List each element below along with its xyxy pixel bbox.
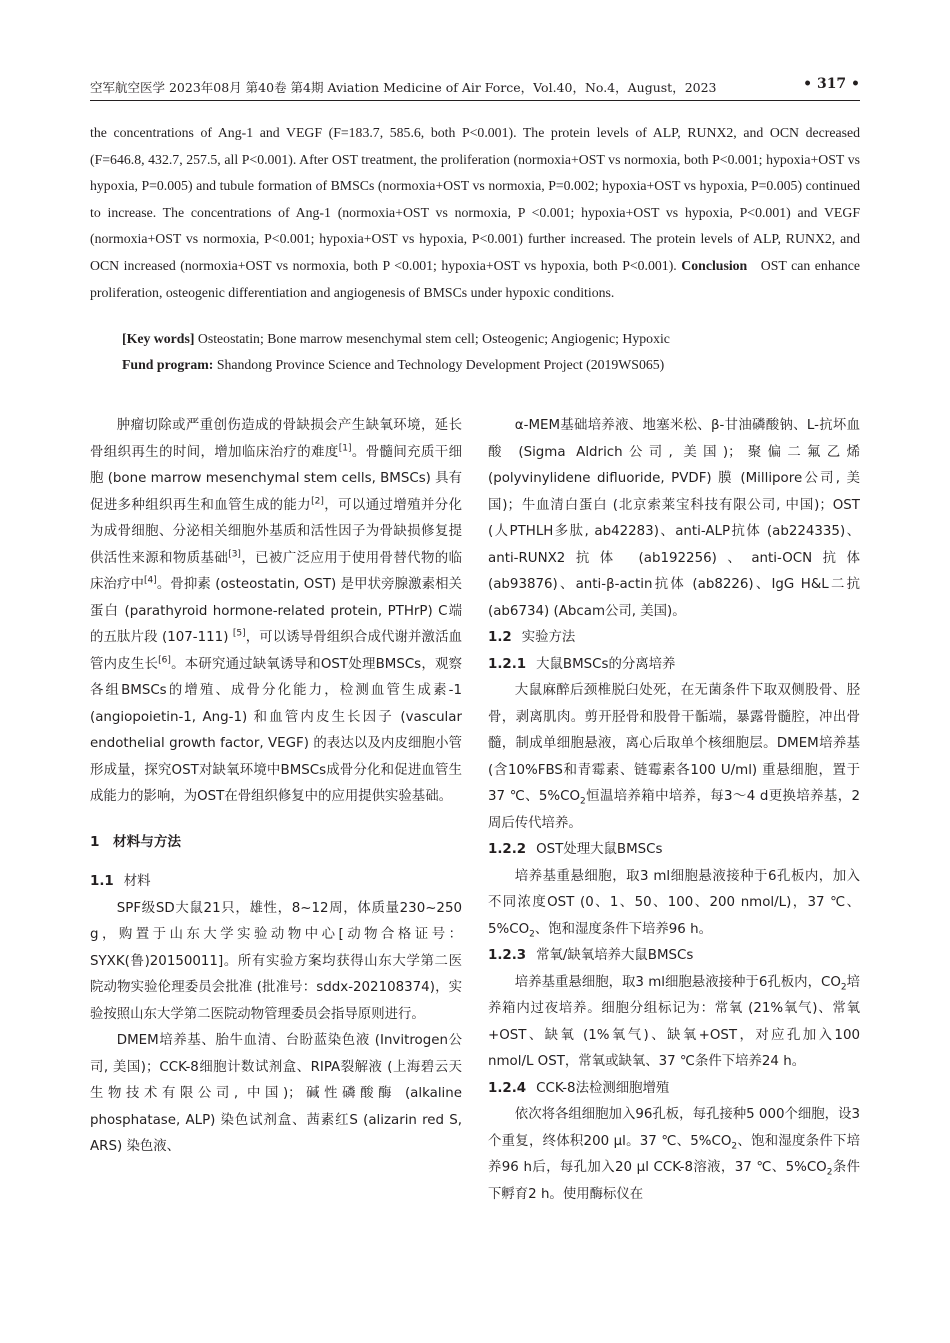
ost-text-2: 、饱和湿度条件下培养96 h。 (534, 921, 712, 937)
co2-subscript: 2 (826, 1167, 833, 1178)
keywords-text: Osteostatin; Bone marrow mesenchymal stem cell; Osteogenic; Angiogenic; Hypoxic (197, 331, 670, 346)
intro-text-3: ，可以通过增殖并分化为成骨细胞、分泌相关细胞外基质和活性因子为骨缺损修复提供活性来源和物质基础 (90, 497, 463, 566)
isolation-text-2: 恒温培养箱中培养，每3～4 d更换培养基，2周后传代培养。 (488, 789, 860, 831)
running-header (90, 74, 860, 101)
section-1-2-4-title: CCK-8法检测细胞增殖 (536, 1080, 670, 1096)
section-1-2-2-number: 1.2.2 (488, 842, 527, 857)
section-1-2-1-title: 大鼠BMSCs的分离培养 (536, 656, 676, 672)
section-1-1-heading (90, 869, 462, 896)
fund-label: Fund program: (122, 357, 214, 372)
intro-text-4: ，已被广泛应用于使用骨替代物的临床治疗中 (90, 550, 463, 592)
citation-3: [3] (228, 549, 241, 560)
keywords-line (122, 331, 862, 347)
isolation-paragraph (488, 678, 860, 837)
cck8-text-3: 条件下孵育2 h。使用酶标仪在 (488, 1160, 861, 1202)
section-1-2-title: 实验方法 (521, 630, 576, 645)
hypoxia-text-2: 培养箱内过夜培养。细胞分组标记为：常氧 (21%氧气)、常氧+OST、缺氧 (1%氧气)、缺氧+OST，对应孔加入100 nmol/L OST，常氧或缺氧、37 ℃条件下培养24 h。 (488, 974, 860, 1069)
right-column (488, 413, 860, 1208)
section-1-2-1-number: 1.2.1 (488, 656, 527, 672)
co2-subscript: 2 (731, 1141, 738, 1152)
intro-text-5: 。骨抑素 (osteostatin, OST) 是甲状旁腺激素相关蛋白 (parathyroid hormone-related protein, PTHrP) C端的五肽片段 (107-111) (90, 577, 462, 645)
citation-6: [6] (158, 655, 171, 666)
intro-paragraph (90, 413, 462, 811)
ost-treatment-paragraph (488, 864, 860, 944)
section-1-1-title: 材料 (123, 874, 151, 889)
conclusion-label: Conclusion (681, 257, 748, 273)
section-1-2-1-heading (488, 652, 860, 679)
keywords-label: [Key words] (122, 331, 195, 346)
section-1-2-heading (488, 625, 860, 652)
section-1-heading: 1 材料与方法 (90, 833, 182, 850)
journal-citation: 空军航空医学 2023年08月 第40卷 第4期 Aviation Medicine of Air Force，Vol.40，No.4，August，2023 (90, 80, 717, 95)
co2-subscript: 2 (580, 796, 586, 807)
section-1-2-3-number: 1.2.3 (488, 948, 527, 963)
section-1-1-number: 1.1 (90, 874, 114, 889)
co2-subscript: 2 (529, 929, 535, 940)
section-1-2-4-heading (488, 1076, 860, 1103)
section-1-2-4-number: 1.2.4 (488, 1080, 527, 1096)
materials-reagents-paragraph: DMEM培养基、胎牛血清、台盼蓝染色液 (Invitrogen公司, 美国)；CCK-8细胞计数试剂盒、RIPA裂解液 (上海碧云天生物技术有限公司, 中国)；碱性磷酸酶 (alkaline phosphatase, ALP) 染色试剂盒、茜素红S (alizarin red S, ARS) 染色液、 (90, 1033, 462, 1154)
section-1-2-2-title: OST处理大鼠BMSCs (536, 842, 663, 857)
intro-text-1: 肿瘤切除或严重创伤造成的骨缺损会产生缺氧环境，延长骨组织再生的时间，增加临床治疗的难度 (90, 418, 462, 460)
intro-text-2: 。骨髓间充质干细胞 (bone marrow mesenchymal stem cells, BMSCs) 具有促进多种组织再生和血管生成的能力 (90, 444, 463, 513)
abstract-results-text: the concentrations of Ang-1 and VEGF (F=183.7, 585.6, both P<0.001). The protein levels of ALP, RUNX2, and OCN decreased (F=646.8, 432.7, 257.5, all P<0.001). After OST treatment, the proliferation (normoxia+OST vs normoxia, both P<0.001; hypoxia+OST vs hypoxia, P=0.005) and tubule formation of BMSCs (normoxia+OST vs normoxia, P=0.002; hypoxia+OST vs hypoxia, P=0.005) continued to increase. The concentrations of Ang-1 (normoxia+OST vs normoxia, P <0.001; hypoxia+OST vs hypoxia, P<0.001) and VEGF (normoxia+OST vs normoxia, P<0.001; hypoxia+OST vs hypoxia, P<0.001) further increased. The protein levels of ALP, RUNX2, and OCN increased (normoxia+OST vs normoxia, both P <0.001; hypoxia+OST vs hypoxia, both P<0.001). (90, 125, 860, 273)
fund-line (122, 357, 862, 373)
citation-1: [1] (338, 443, 352, 454)
section-1-2-3-title: 常氧/缺氧培养大鼠BMSCs (536, 948, 694, 963)
intro-text-6: ，可以诱导骨组织合成代谢并激活血管内皮生长 (90, 630, 463, 672)
materials-reagents-continued: α-MEM基础培养液、地塞米松、β-甘油磷酸钠、L-抗坏血酸 (Sigma Aldrich公司, 美国)；聚偏二氟乙烯 (polyvinylidene difluoride, PVDF) 膜 (Millipore公司, 美国)；牛血清白蛋白 (北京索莱宝科技有限公司, 中国)；OST (人PTHLH多肽, ab42283)、anti-ALP抗体 (ab224335)、anti-RUNX2抗体 (ab192256)、anti-OCN抗体 (ab93876)、anti-β-actin抗体 (ab8226)、IgG H&L二抗 (ab6734) (Abcam公司, 美国)。 (488, 418, 860, 619)
left-column (90, 413, 462, 1161)
cck8-paragraph (488, 1102, 860, 1208)
ost-text-1: 培养基重悬细胞，取3 ml细胞悬液接种于6孔板内，加入不同浓度OST (0、1、50、100、200 nmol/L)，37 ℃、5%CO (488, 868, 860, 937)
abstract-results (90, 120, 860, 306)
fund-text: Shandong Province Science and Technology Development Project (2019WS065) (216, 357, 665, 372)
abstract-block (90, 120, 860, 306)
cck8-text-1: 依次将各组细胞加入96孔板，每孔接种5 000个细胞，设3个重复，终体积200 μl。37 ℃、5%CO (488, 1107, 860, 1149)
conclusion-text: OST can enhance proliferation, osteogenic differentiation and angiogenesis of BMSCs under hypoxic conditions. (90, 257, 860, 300)
cck8-text-2: 、饱和湿度条件下培养96 h后，每孔加入20 μl CCK-8溶液，37 ℃、5%CO (488, 1133, 861, 1175)
section-1-2-2-heading (488, 837, 860, 864)
citation-5: [5] (232, 628, 246, 639)
hypoxia-text-1: 培养基重悬细胞，取3 ml细胞悬液接种于6孔板内，CO (514, 974, 841, 990)
page-number: • 317 • (803, 76, 860, 92)
section-1-2-3-heading (488, 943, 860, 970)
hypoxia-culture-paragraph (488, 970, 860, 1076)
materials-animals-paragraph: SPF级SD大鼠21只，雄性，8~12周，体质量230~250 g，购置于山东大学实验动物中心[动物合格证号：SYXK(鲁)20150011]。所有实验方案均获得山东大学第二医院动物实验伦理委员会批准 (批准号：sddx-202108374)，实验按照山东大学第二医院动物管理委员会指导原则进行。 (90, 900, 462, 1022)
isolation-text-1: 大鼠麻醉后颈椎脱臼处死，在无菌条件下取双侧股骨、胫骨，剥离肌肉。剪开胫骨和股骨干骺端，暴露骨髓腔，冲出骨髓，制成单细胞悬液，离心后取单个核细胞层。DMEM培养基 (含10%FBS和青霉素、链霉素各100 U/ml) 重悬细胞，置于37 ℃、5%CO (488, 683, 860, 804)
citation-4: [4] (144, 575, 157, 586)
citation-2: [2] (311, 496, 324, 507)
intro-text-7: 。本研究通过缺氧诱导和OST处理BMSCs，观察各组BMSCs的增殖、成骨分化能力，检测血管生成素-1 (angiopoietin-1, Ang-1) 和血管内皮生长因子 (vascular endothelial growth factor, VEGF) 的表达以及内皮细胞小管形成量，探究OST对缺氧环境中BMSCs成骨分化和促进血管生成能力的影响，为OST在骨组织修复中的应用提供实验基础。 (90, 656, 463, 804)
section-1-2-number: 1.2 (488, 630, 512, 645)
co2-subscript: 2 (840, 982, 847, 993)
